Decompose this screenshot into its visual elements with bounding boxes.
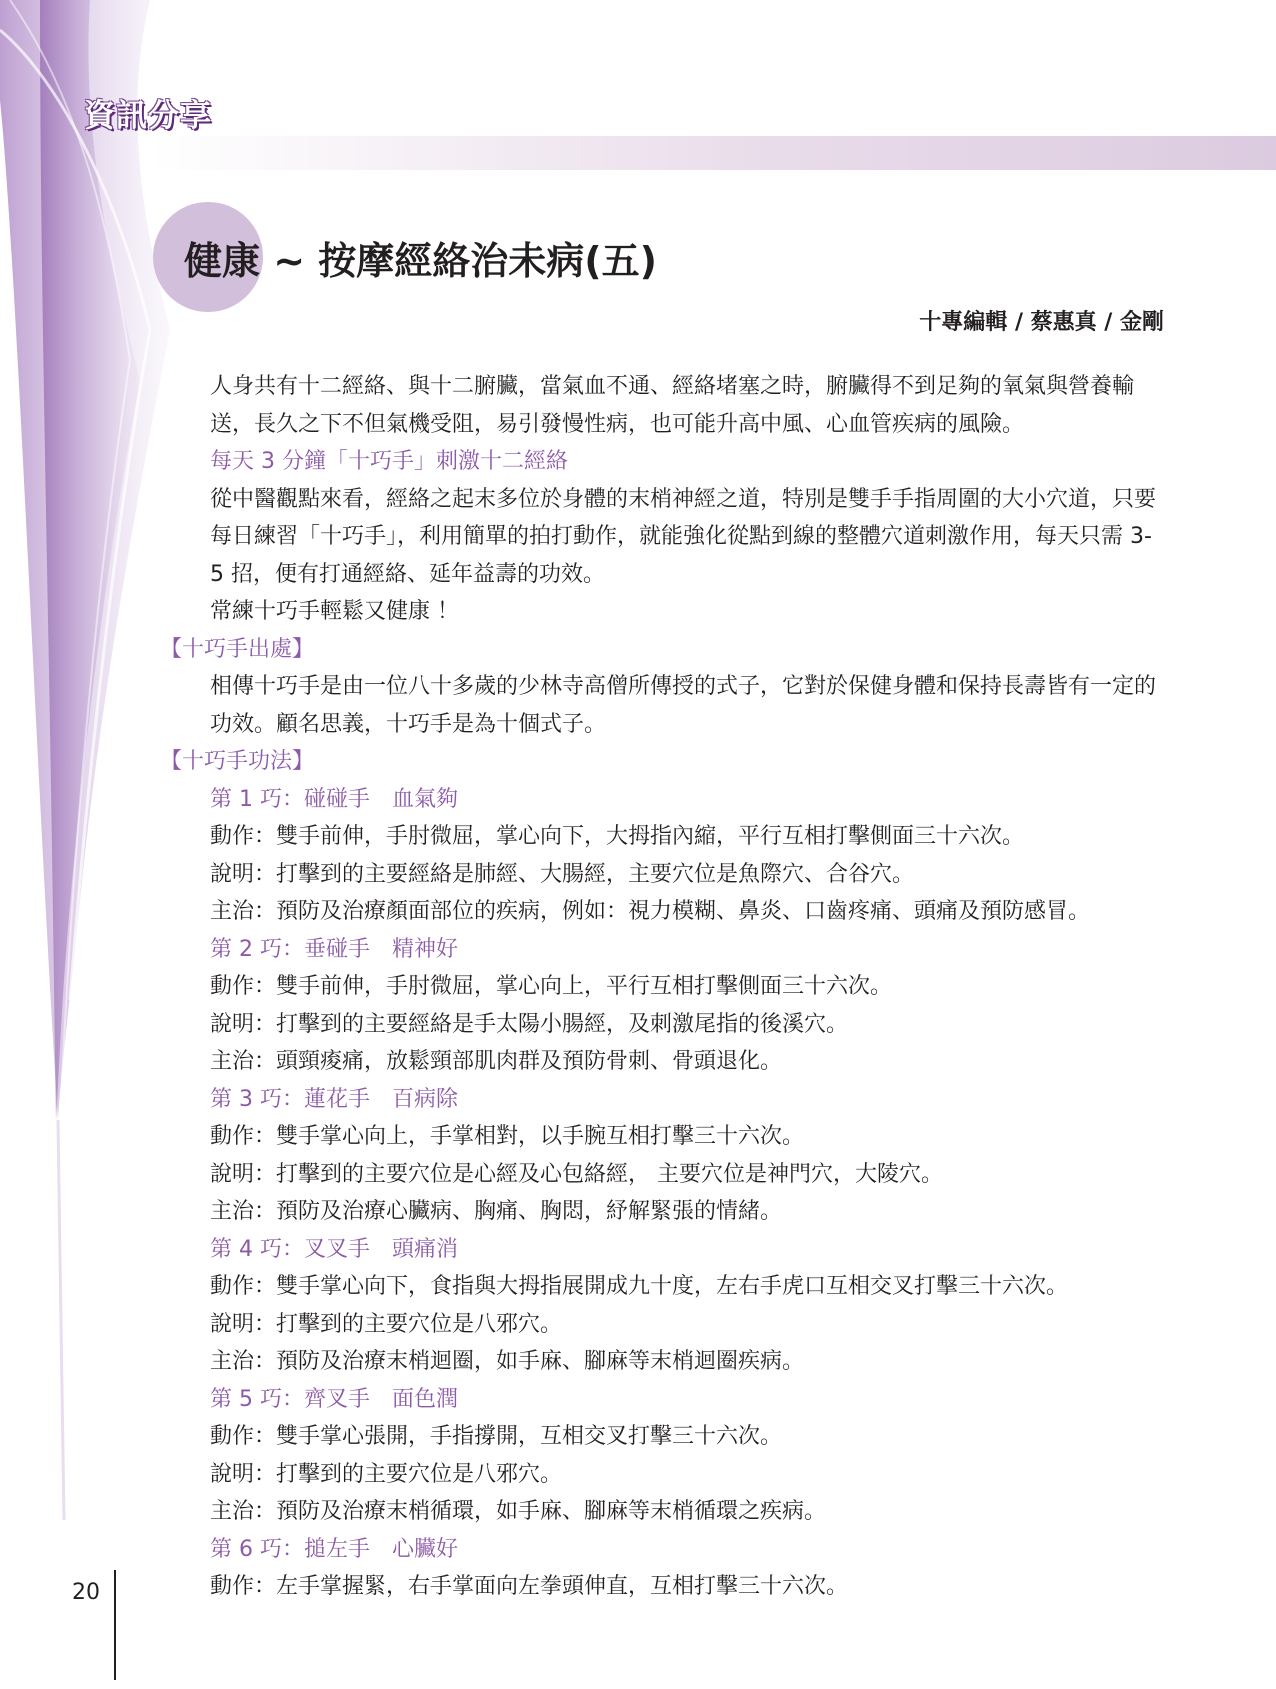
article-title: 健康 ~ 按摩經絡治未病(五) bbox=[184, 239, 658, 283]
body-paragraph: 說明：打擊到的主要穴位是八邪穴。 bbox=[210, 1461, 563, 1487]
page-number-rule bbox=[114, 1570, 116, 1680]
body-paragraph: 說明：打擊到的主要經絡是手太陽小腸經，及刺激尾指的後溪穴。 bbox=[210, 1011, 849, 1037]
body-paragraph: 動作：雙手掌心向下，食指與大拇指展開成九十度，左右手虎口互相交叉打擊三十六次。 bbox=[210, 1274, 1069, 1299]
subheading: 第 3 巧：蓮花手 百病除 bbox=[210, 1086, 458, 1112]
article-byline: 十專編輯 / 蔡惠真 / 金剛 bbox=[919, 310, 1164, 335]
body-paragraph: 動作：雙手前伸，手肘微屈，掌心向下，大拇指內縮，平行互相打擊側面三十六次。 bbox=[210, 824, 1025, 849]
article-body bbox=[160, 368, 1164, 1606]
body-paragraph: 說明：打擊到的主要穴位是心經及心包絡經， 主要穴位是神門穴，大陵穴。 bbox=[210, 1161, 943, 1187]
section-tag: 資訊分享 bbox=[84, 98, 212, 134]
body-paragraph: 說明：打擊到的主要經絡是肺經、大腸經，主要穴位是魚際穴、合谷穴。 bbox=[210, 861, 915, 887]
body-paragraph: 動作：雙手掌心張開，手指撐開，互相交叉打擊三十六次。 bbox=[210, 1424, 783, 1449]
header-band bbox=[150, 136, 1276, 170]
body-paragraph: 動作：雙手前伸，手肘微屈，掌心向上，平行互相打擊側面三十六次。 bbox=[210, 974, 893, 999]
page-number: 20 bbox=[72, 1580, 100, 1605]
section-heading: 【十巧手出處】 bbox=[160, 636, 315, 662]
body-paragraph: 主治：預防及治療末梢迴圈，如手麻、腳麻等末梢迴圈疾病。 bbox=[210, 1349, 805, 1374]
subheading: 第 5 巧：齊叉手 面色潤 bbox=[210, 1386, 458, 1412]
subheading: 第 2 巧：垂碰手 精神好 bbox=[210, 936, 458, 962]
body-paragraph: 主治：預防及治療顏面部位的疾病，例如：視力模糊、鼻炎、口齒疼痛、頭痛及預防感冒。 bbox=[210, 899, 1091, 924]
body-paragraph: 從中醫觀點來看，經絡之起末多位於身體的末梢神經之道，特別是雙手手指周圍的大小穴道，只要每日練習「十巧手」，利用簡單的拍打動作，就能強化從點到線的整體穴道刺激作用，每天只需 3-5 招，便有打通經絡、延年益壽的功效。 bbox=[210, 486, 1157, 587]
subheading: 第 1 巧：碰碰手 血氣夠 bbox=[210, 786, 458, 812]
subheading: 每天 3 分鐘「十巧手」刺激十二經絡 bbox=[210, 449, 568, 474]
section-heading: 【十巧手功法】 bbox=[160, 749, 315, 774]
body-paragraph: 動作：左手掌握緊，右手掌面向左拳頭伸直，互相打擊三十六次。 bbox=[210, 1574, 849, 1599]
body-paragraph: 人身共有十二經絡、與十二腑臟，當氣血不通、經絡堵塞之時，腑臟得不到足夠的氧氣與營養輸送，長久之下不但氣機受阻，易引發慢性病，也可能升高中風、心血管疾病的風險。 bbox=[210, 374, 1135, 437]
body-paragraph: 主治：預防及治療末梢循環，如手麻、腳麻等末梢循環之疾病。 bbox=[210, 1499, 827, 1524]
body-paragraph: 主治：預防及治療心臟病、胸痛、胸悶，紓解緊張的情緒。 bbox=[210, 1199, 783, 1224]
subheading: 第 6 巧：搥左手 心臟好 bbox=[210, 1536, 458, 1562]
body-paragraph: 主治：頭頸痠痛，放鬆頸部肌肉群及預防骨刺、骨頭退化。 bbox=[210, 1049, 783, 1074]
body-paragraph: 常練十巧手輕鬆又健康 ！ bbox=[210, 599, 459, 624]
body-paragraph: 說明：打擊到的主要穴位是八邪穴。 bbox=[210, 1311, 563, 1337]
subheading: 第 4 巧：叉叉手 頭痛消 bbox=[210, 1236, 458, 1262]
body-paragraph: 相傳十巧手是由一位八十多歲的少林寺高僧所傳授的式子，它對於保健身體和保持長壽皆有一定的功效。顧名思義，十巧手是為十個式子。 bbox=[210, 674, 1157, 737]
body-paragraph: 動作：雙手掌心向上，手掌相對，以手腕互相打擊三十六次。 bbox=[210, 1124, 805, 1149]
